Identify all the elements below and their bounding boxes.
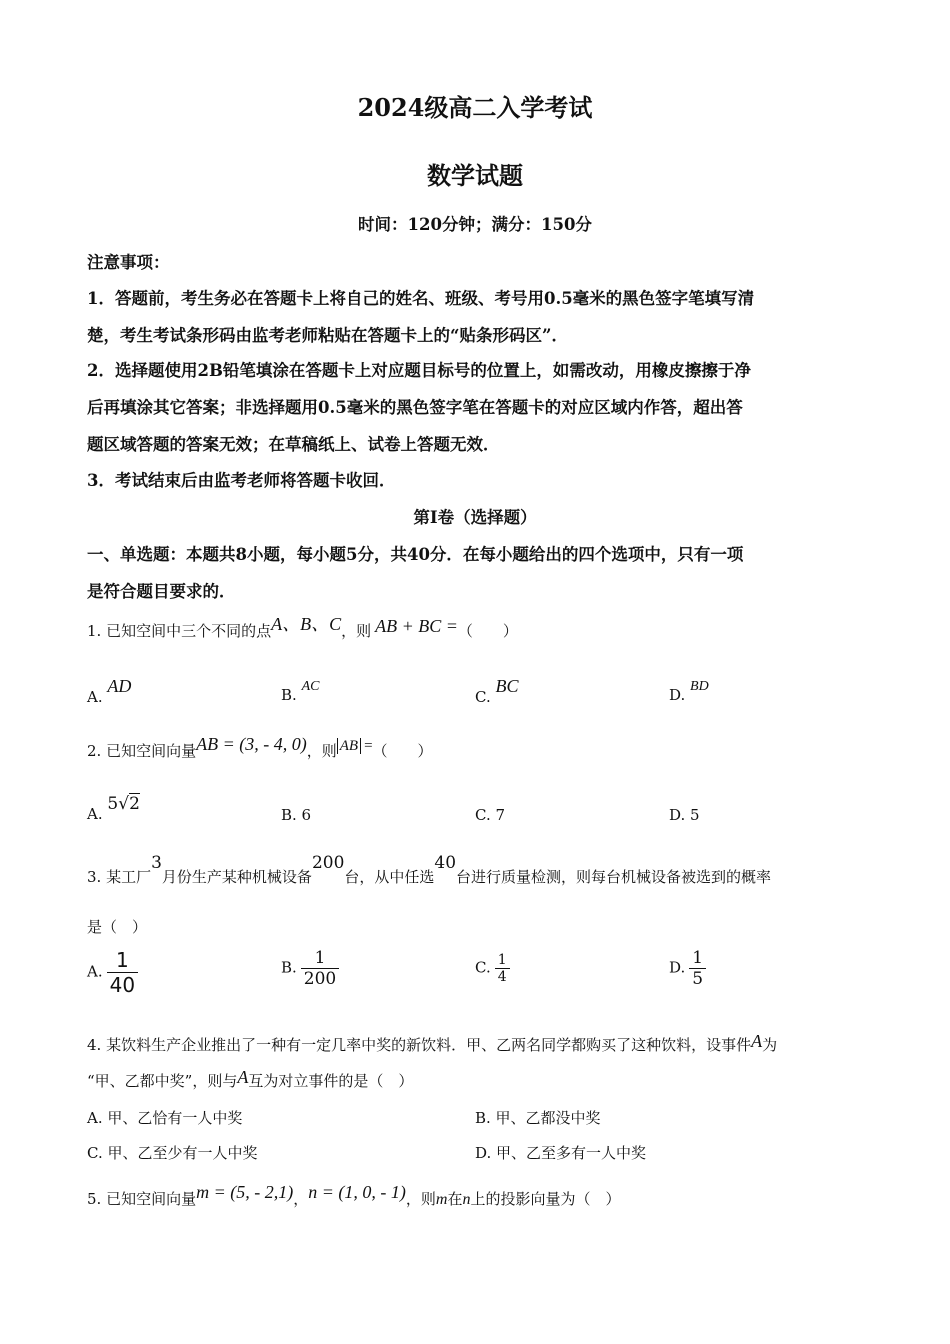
- volume-heading: 第I卷（选择题）: [413, 508, 537, 527]
- q3-option-c-den: 4: [497, 969, 507, 985]
- q2-option-c: C. 7: [475, 806, 506, 824]
- note-3: 3．考试结束后由监考老师将答题卡收回．: [87, 471, 396, 490]
- q4-text-c: “甲、乙都中奖”，则与: [87, 1072, 238, 1090]
- q3-option-c: [475, 952, 510, 985]
- q2-option-a-label: A.: [87, 805, 103, 823]
- q5-n: n: [462, 1191, 471, 1208]
- note-2-line-3: 题区域答题的答案无效；在草稿纸上、试卷上答题无效．: [87, 435, 500, 454]
- q1-option-b-label: B.: [281, 686, 297, 704]
- q2-option-a: [87, 794, 140, 823]
- note-2-line-2: 后再填涂其它答案；非选择题用0.5毫米的黑色签字笔在答题卡的对应区域内作答，超出答: [87, 398, 743, 417]
- question-4-line-2: [87, 1067, 414, 1091]
- question-5: [87, 1182, 621, 1209]
- time-info: 时间：120分钟；满分：150分: [358, 215, 592, 234]
- q3-option-d-den: 5: [692, 969, 704, 989]
- question-3-line-1: [87, 853, 772, 887]
- q3-option-b-den: 200: [303, 969, 337, 989]
- q2-option-d: D. 5: [669, 806, 700, 824]
- q2-paren: （ ）: [372, 742, 433, 760]
- question-4-line-1: [87, 1031, 778, 1055]
- note-1-line-1: 1．答题前，考生务必在答题卡上将自己的姓名、班级、考号用0.5毫米的黑色签字笔填写清: [87, 289, 755, 308]
- q3-text-a: 3. 某工厂: [87, 868, 152, 886]
- q5-comma: ，: [293, 1190, 309, 1208]
- q1-text-b: ，则: [341, 622, 372, 640]
- note-2-line-1: 2．选择题使用2B铅笔填涂在答题卡上对应题目标号的位置上，如需改动，用橡皮擦擦于净: [87, 361, 751, 380]
- q3-option-a-label: A.: [87, 962, 103, 981]
- note-1-line-2: 楚，考生考试条形码由监考老师粘贴在答题卡上的“贴条形码区”．: [87, 326, 568, 345]
- q2-option-b: B. 6: [281, 806, 312, 824]
- exam-subtitle: 数学试题: [427, 161, 523, 190]
- q4-option-b: B. 甲、乙都没中奖: [475, 1109, 601, 1127]
- q4-event-var: A: [751, 1031, 763, 1051]
- q5-text-a: 5. 已知空间向量: [87, 1190, 197, 1208]
- q2-option-a-coef: 5: [107, 794, 119, 814]
- q3-option-d-fraction: [689, 948, 706, 989]
- q2-expression: AB = (3, - 4, 0): [196, 734, 307, 754]
- q2-option-a-radicand: 2: [129, 794, 140, 814]
- q1-option-d-value: BD: [690, 679, 709, 694]
- q5-text-b: ，则: [405, 1190, 436, 1208]
- q3-option-c-label: C.: [475, 958, 491, 977]
- q3-option-d-num: 1: [689, 948, 706, 969]
- q1-expression: AB + BC =: [375, 616, 458, 636]
- q5-m: m: [435, 1191, 448, 1208]
- q3-option-c-fraction: [495, 952, 510, 985]
- exam-title: 2024级高二入学考试: [357, 93, 593, 122]
- sqrt-icon: √: [118, 794, 130, 814]
- q3-option-b-fraction: [301, 948, 339, 989]
- part-1-instructions-line-2: 是符合题目要求的．: [87, 582, 236, 601]
- q1-option-a-value: AD: [107, 676, 132, 696]
- q1-option-c: [475, 676, 519, 706]
- q3-text-b: 月份生产某种机械设备: [161, 868, 312, 886]
- question-1: [87, 616, 518, 642]
- q3-option-a-fraction: [107, 948, 138, 997]
- q5-vector-n: n = (1, 0, - 1): [308, 1182, 406, 1202]
- q4-text-d: 互为对立事件的是（ ）: [248, 1072, 414, 1090]
- q4-option-c: C. 甲、乙至少有一人中奖: [87, 1144, 258, 1162]
- q3-total: 200: [311, 853, 345, 873]
- q3-option-a-den: 40: [109, 973, 136, 997]
- q4-text-b: 为: [762, 1036, 778, 1054]
- q1-option-d: [669, 676, 709, 704]
- q1-option-c-label: C.: [475, 688, 491, 706]
- q3-option-b-num: 1: [301, 948, 339, 969]
- q5-text-c: 在: [447, 1190, 463, 1208]
- q4-text-a: 4. 某饮料生产企业推出了一种有一定几率中奖的新饮料．甲、乙两名同学都购买了这种饮料，设事件: [87, 1036, 752, 1054]
- q4-option-a: A. 甲、乙恰有一人中奖: [87, 1109, 243, 1127]
- q3-option-d: [669, 948, 706, 989]
- q2-abs: AB: [337, 738, 361, 754]
- part-1-instructions-line-1: 一、单选题：本题共8小题，每小题5分，共40分．在每小题给出的四个选项中，只有一项: [87, 545, 744, 564]
- q2-text: 2. 已知空间向量: [87, 742, 197, 760]
- q1-text: 1. 已知空间中三个不同的点: [87, 622, 272, 640]
- q3-option-a-num: 1: [107, 948, 138, 973]
- q1-option-c-value: BC: [495, 676, 519, 696]
- q5-vector-m: m = (5, - 2,1): [196, 1182, 294, 1202]
- q1-option-d-label: D.: [669, 686, 686, 704]
- q1-option-a-label: A.: [87, 688, 103, 706]
- q3-text-d: 台进行质量检测，则每台机械设备被选到的概率: [456, 868, 772, 886]
- question-2: [87, 734, 433, 761]
- q2-equals: =: [364, 738, 373, 754]
- q1-option-b-value: AC: [301, 679, 320, 694]
- q1-paren: （ ）: [457, 622, 518, 640]
- q1-option-b: [281, 676, 320, 704]
- q3-sample: 40: [434, 853, 457, 873]
- q3-option-b-label: B.: [281, 958, 297, 977]
- q4-option-d: D. 甲、乙至多有一人中奖: [475, 1144, 647, 1162]
- question-3-line-2: 是（ ）: [87, 918, 148, 936]
- q1-option-a: [87, 676, 132, 706]
- q3-option-c-num: 1: [495, 952, 510, 969]
- q5-text-d: 上的投影向量为（ ）: [470, 1190, 621, 1208]
- q3-option-d-label: D.: [669, 958, 686, 977]
- q1-points: A、B、C: [271, 614, 342, 634]
- q4-event-var-2: A: [237, 1067, 249, 1087]
- q3-option-b: [281, 948, 339, 989]
- q2-text-b: ，则: [306, 742, 337, 760]
- q3-option-a: [87, 948, 138, 997]
- q3-text-c: 台，从中任选: [344, 868, 435, 886]
- notes-heading: 注意事项：: [87, 253, 170, 272]
- q3-month: 3: [151, 853, 162, 873]
